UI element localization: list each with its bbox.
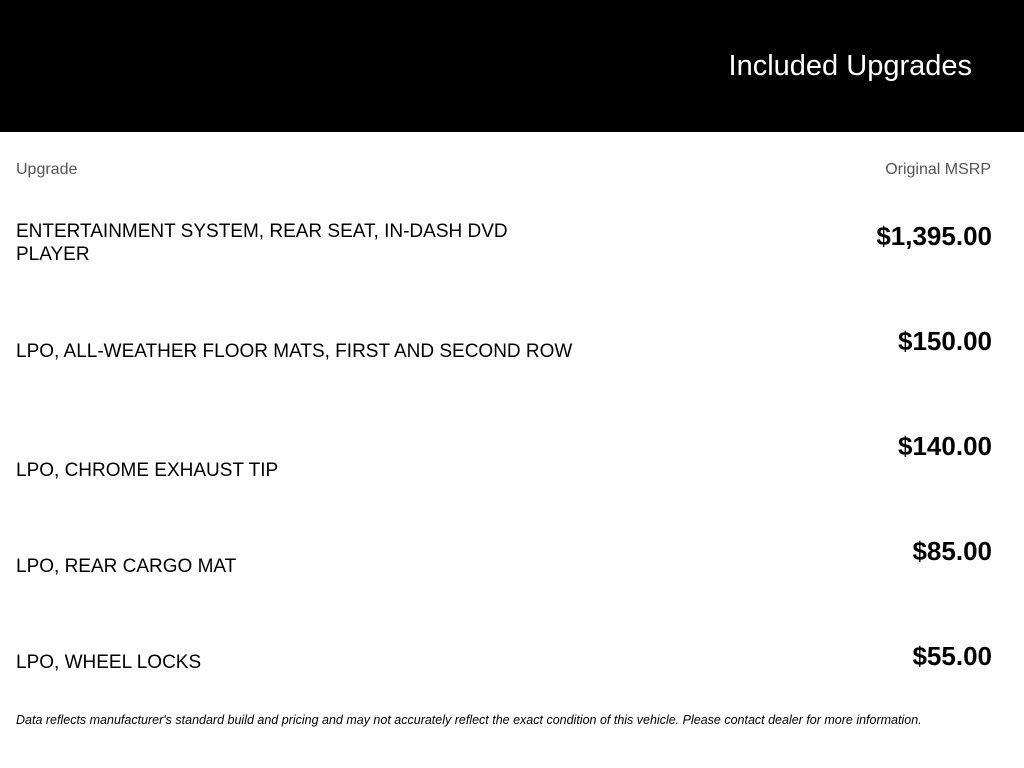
upgrade-name: LPO, ALL-WEATHER FLOOR MATS, FIRST AND SECOND ROW [16,341,573,362]
column-header-upgrade: Upgrade [16,161,78,178]
header-bar [0,0,1024,132]
upgrade-name: ENTERTAINMENT SYSTEM, REAR SEAT, IN-DASH DVD PLAYER [16,221,508,265]
upgrade-name: LPO, REAR CARGO MAT [16,556,237,577]
upgrade-price: $85.00 [912,536,992,566]
column-header-msrp: Original MSRP [885,161,991,178]
upgrade-price: $1,395.00 [876,221,992,251]
upgrade-price: $55.00 [912,641,992,671]
upgrade-name: LPO, WHEEL LOCKS [16,652,202,673]
page-title: Included Upgrades [728,50,972,82]
upgrade-price: $140.00 [898,431,992,461]
disclaimer-text: Data reflects manufacturer's standard build and pricing and may not accurately reflect the exact condition of this vehicle. Please contact dealer for more information. [16,713,922,727]
upgrade-price: $150.00 [898,326,992,356]
upgrade-name: LPO, CHROME EXHAUST TIP [16,460,279,481]
